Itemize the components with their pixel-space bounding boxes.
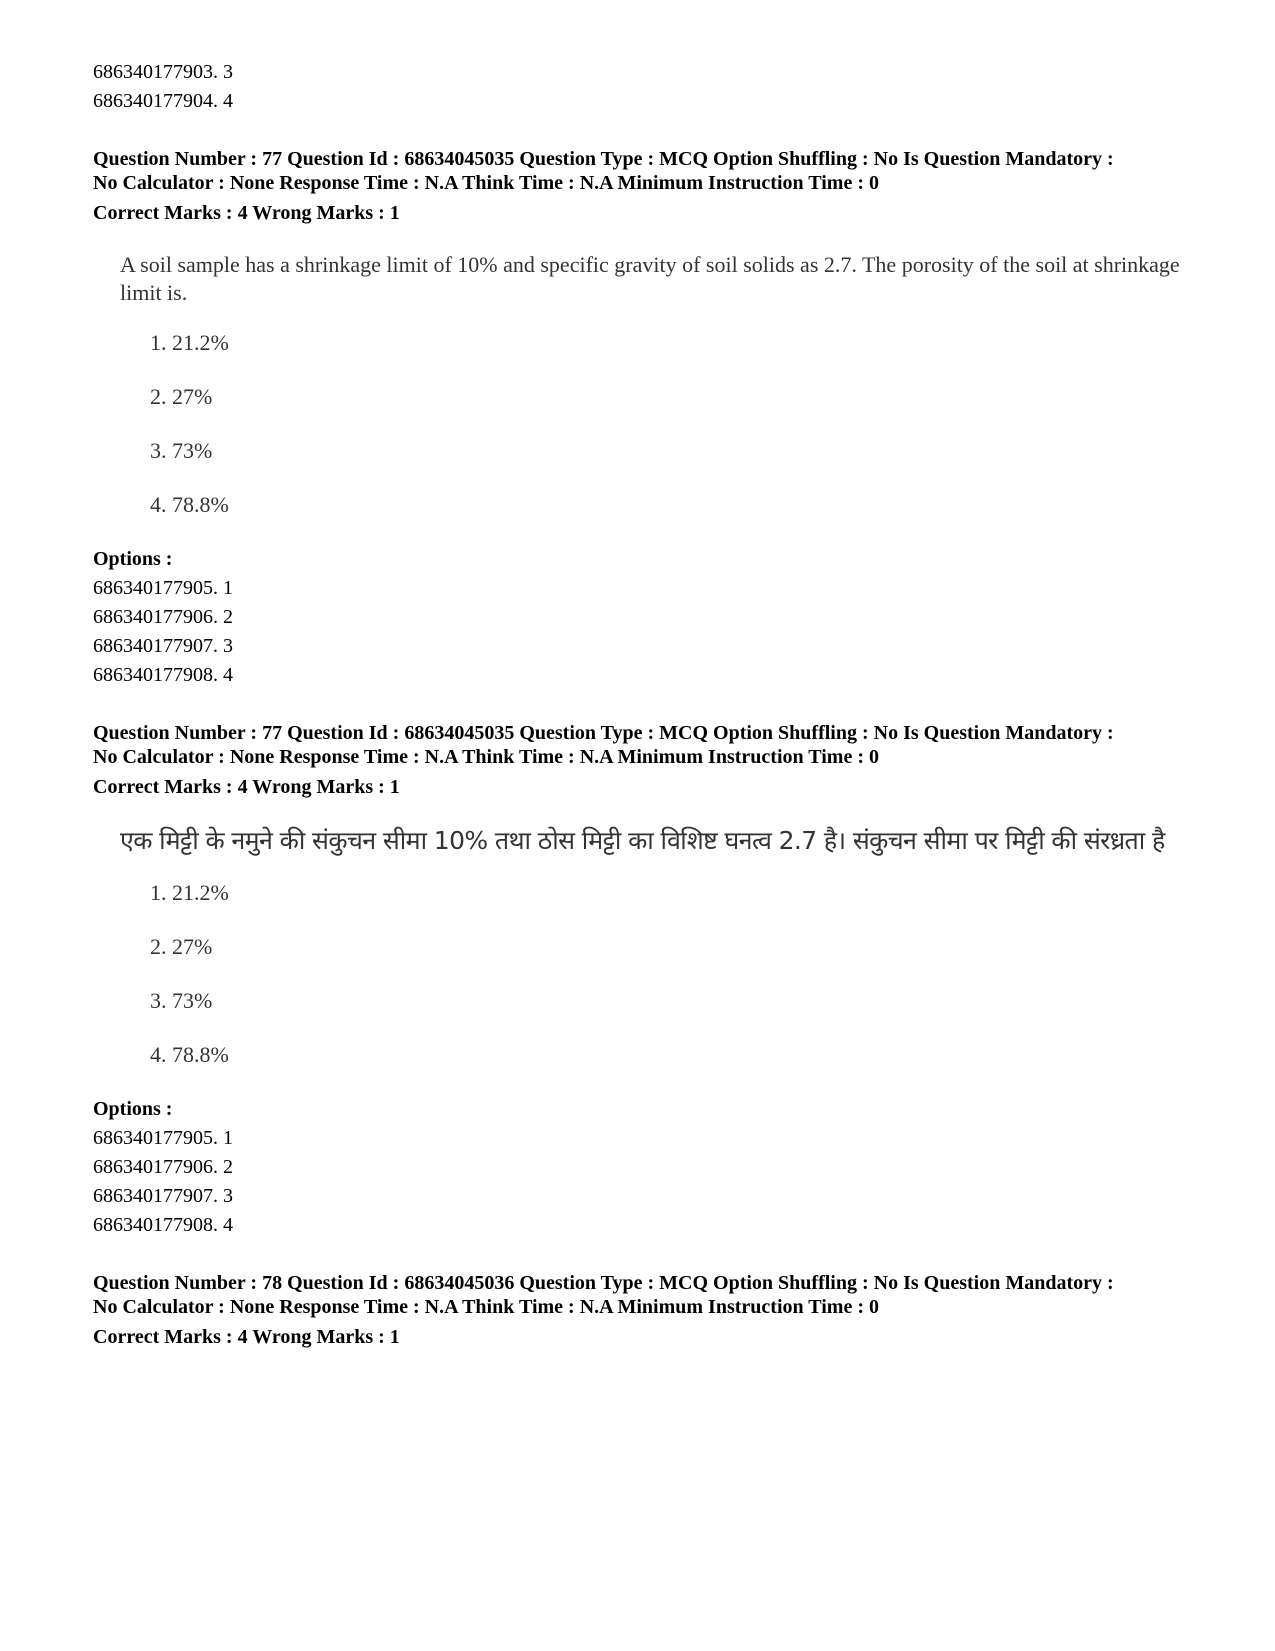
question-marks: Correct Marks : 4 Wrong Marks : 1 [93,202,400,224]
options-list [93,1124,1193,1240]
previous-options-list [93,58,1193,116]
question-block-next [93,1271,1193,1351]
option-line: 686340177903. 3 [93,61,233,83]
option-line: 686340177904. 4 [93,90,233,112]
options-heading: Options : [93,548,173,570]
options-list [93,574,1193,690]
option-line: 686340177906. 2 [93,606,233,628]
question-meta-line: No Calculator : None Response Time : N.A Think Time : N.A Minimum Instruction Time : 0 [93,172,879,194]
choice-item: 2. 27% [150,384,213,409]
document-page [93,58,1193,1351]
choice-item: 1. 21.2% [150,330,229,355]
choice-list [150,879,1193,1095]
question-meta-line: Question Number : 77 Question Id : 68634045035 Question Type : MCQ Option Shuffling : No Is Question Mandatory : [93,148,1114,170]
question-marks: Correct Marks : 4 Wrong Marks : 1 [93,776,400,798]
option-line: 686340177908. 4 [93,664,233,686]
question-meta-line: No Calculator : None Response Time : N.A Think Time : N.A Minimum Instruction Time : 0 [93,746,879,768]
choice-item: 4. 78.8% [150,492,229,517]
choice-item: 3. 73% [150,438,213,463]
option-line: 686340177907. 3 [93,635,233,657]
question-block-english [93,147,1193,690]
option-line: 686340177905. 1 [93,577,233,599]
option-line: 686340177905. 1 [93,1127,233,1149]
question-meta-line: Question Number : 78 Question Id : 68634045036 Question Type : MCQ Option Shuffling : No Is Question Mandatory : [93,1272,1114,1294]
question-marks: Correct Marks : 4 Wrong Marks : 1 [93,1326,400,1348]
option-line: 686340177908. 4 [93,1214,233,1236]
choice-item: 3. 73% [150,988,213,1013]
question-stem: एक मिट्टी के नमुने की संकुचन सीमा 10% तथा ठोस मिट्टी का विशिष्ट घनत्व 2.7 है। संकुचन सीमा पर मिट्टी की संरध्रता है [120,826,1165,855]
option-line: 686340177906. 2 [93,1156,233,1178]
choice-item: 2. 27% [150,934,213,959]
option-line: 686340177907. 3 [93,1185,233,1207]
choice-item: 4. 78.8% [150,1042,229,1067]
options-heading: Options : [93,1098,173,1120]
choice-list [150,329,1193,545]
question-meta-line: Question Number : 77 Question Id : 68634045035 Question Type : MCQ Option Shuffling : No Is Question Mandatory : [93,722,1114,744]
question-block-hindi [93,721,1193,1240]
choice-item: 1. 21.2% [150,880,229,905]
question-stem: A soil sample has a shrinkage limit of 10% and specific gravity of soil solids as 2.7. The porosity of the soil at shrinkage limit is. [120,252,1180,305]
question-meta-line: No Calculator : None Response Time : N.A Think Time : N.A Minimum Instruction Time : 0 [93,1296,879,1318]
